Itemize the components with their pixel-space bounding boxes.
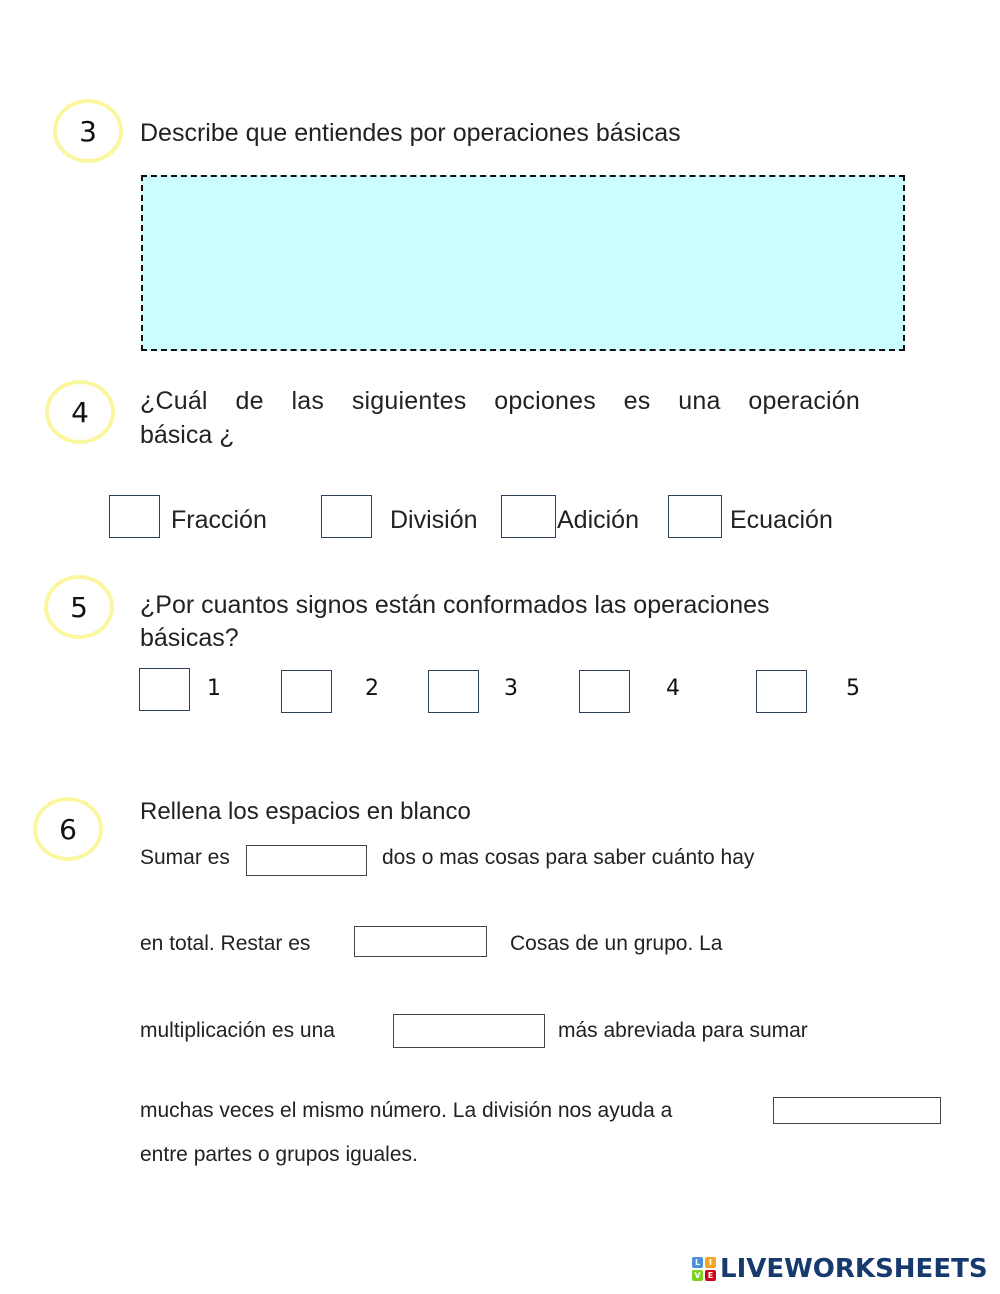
fill-text-1: Sumar es (140, 846, 230, 869)
option-label-2: 2 (365, 676, 379, 701)
blank-input-2[interactable] (354, 926, 487, 957)
checkbox-fraccion[interactable] (109, 495, 160, 538)
fill-text-4: Cosas de un grupo. La (510, 932, 723, 955)
liveworksheets-logo-icon (692, 1257, 716, 1281)
option-label-adicion: Adición (557, 506, 639, 534)
fill-text-7: muchas veces el mismo número. La división nos ayuda a (140, 1099, 673, 1122)
checkbox-adicion[interactable] (501, 495, 556, 538)
question-6-title: Rellena los espacios en blanco (140, 798, 471, 825)
blank-input-4[interactable] (773, 1097, 941, 1124)
logo-tile-v: V (692, 1270, 703, 1281)
option-label-ecuacion: Ecuación (730, 506, 833, 534)
fill-text-3: en total. Restar es (140, 932, 311, 955)
question-number-3 (53, 99, 123, 163)
question-number-5-text: 5 (70, 590, 88, 624)
question-4-line2: básica ¿ (140, 421, 235, 449)
option-label-4: 4 (666, 676, 680, 701)
fill-text-5: multiplicación es una (140, 1019, 335, 1042)
question-number-6-text: 6 (59, 812, 77, 846)
question-number-6 (33, 797, 103, 861)
question-number-5 (44, 575, 114, 639)
logo-tile-e: E (705, 1270, 716, 1281)
question-5-line1: ¿Por cuantos signos están conformados las operaciones (140, 591, 770, 619)
option-label-division: División (390, 506, 478, 534)
question-number-3-text: 3 (79, 114, 97, 148)
answer-text-area[interactable] (141, 175, 905, 351)
question-number-4-text: 4 (71, 395, 89, 429)
logo-tile-l: L (692, 1257, 703, 1268)
fill-text-6: más abreviada para sumar (558, 1019, 808, 1042)
checkbox-option-2[interactable] (281, 670, 332, 713)
option-label-5: 5 (846, 676, 860, 701)
checkbox-option-5[interactable] (756, 670, 807, 713)
checkbox-ecuacion[interactable] (668, 495, 722, 538)
fill-text-8: entre partes o grupos iguales. (140, 1143, 418, 1166)
blank-input-3[interactable] (393, 1014, 545, 1048)
blank-input-1[interactable] (246, 845, 367, 876)
question-5-line2: básicas? (140, 624, 239, 652)
checkbox-option-4[interactable] (579, 670, 630, 713)
checkbox-division[interactable] (321, 495, 372, 538)
option-label-1: 1 (207, 676, 221, 701)
brand-name: LIVEWORKSHEETS (720, 1254, 988, 1284)
question-4-line1: ¿Cuál de las siguientes opciones es una operación (140, 387, 860, 415)
liveworksheets-brand (692, 1254, 988, 1284)
option-label-fraccion: Fracción (171, 506, 267, 534)
fill-text-2: dos o mas cosas para saber cuánto hay (382, 846, 755, 869)
logo-tile-i: I (705, 1257, 716, 1268)
option-label-3: 3 (504, 676, 518, 701)
checkbox-option-1[interactable] (139, 668, 190, 711)
question-3-text: Describe que entiendes por operaciones básicas (140, 119, 681, 147)
checkbox-option-3[interactable] (428, 670, 479, 713)
question-number-4 (45, 380, 115, 444)
